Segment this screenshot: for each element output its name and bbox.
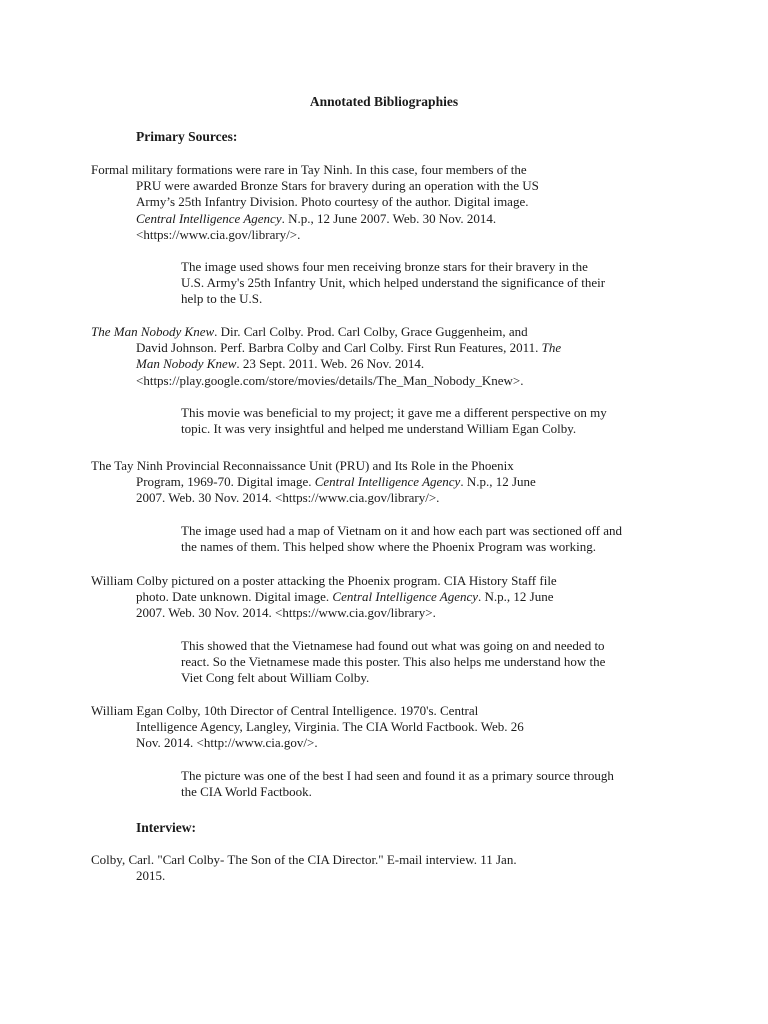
- source-title: The Man Nobody Knew: [91, 324, 215, 339]
- citation-line: 2007. Web. 30 Nov. 2014. <https://www.cia.gov/library/>.: [136, 490, 440, 506]
- citation-line: Man Nobody Knew. 23 Sept. 2011. Web. 26 Nov. 2014.: [136, 356, 425, 372]
- annotation-line: the names of them. This helped show where the Phoenix Program was working.: [181, 538, 596, 554]
- citation-line: 2015.: [136, 868, 166, 884]
- citation-line: Army’s 25th Infantry Division. Photo courtesy of the author. Digital image.: [136, 194, 529, 210]
- annotation-line: The image used had a map of Vietnam on it and how each part was sectioned off and: [181, 522, 622, 538]
- citation-line: photo. Date unknown. Digital image. Central Intelligence Agency. N.p., 12 June: [136, 589, 554, 605]
- primary-sources-heading: Primary Sources:: [136, 129, 238, 144]
- citation: [91, 852, 656, 884]
- source-title: Man Nobody Knew: [136, 356, 237, 372]
- annotation-line: This showed that the Vietnamese had found out what was going on and needed to: [181, 637, 605, 653]
- source-title: Central Intelligence Agency: [314, 474, 461, 490]
- source-title: The: [541, 340, 562, 356]
- annotation: [181, 405, 656, 437]
- bibliography-entry: [91, 573, 656, 686]
- annotation-line: The image used shows four men receiving bronze stars for their bravery in the: [181, 259, 588, 275]
- annotation: [181, 768, 656, 800]
- citation: [91, 324, 656, 389]
- annotation-line: the CIA World Factbook.: [181, 783, 312, 799]
- citation: [91, 458, 656, 507]
- citation-line: Central Intelligence Agency. N.p., 12 June 2007. Web. 30 Nov. 2014.: [136, 210, 497, 226]
- citation: [91, 703, 656, 752]
- citation: [91, 573, 656, 622]
- bibliography-entry: [91, 162, 656, 308]
- citation-line: Colby, Carl. "Carl Colby- The Son of the CIA Director." E-mail interview. 11 Jan.: [91, 852, 517, 867]
- citation-line: The Man Nobody Knew. Dir. Carl Colby. Prod. Carl Colby, Grace Guggenheim, and: [91, 324, 528, 339]
- source-title: Central Intelligence Agency: [332, 589, 479, 605]
- annotation: [181, 638, 656, 687]
- annotation-line: The picture was one of the best I had seen and found it as a primary source through: [181, 767, 614, 783]
- annotation-line: U.S. Army's 25th Infantry Unit, which helped understand the significance of their: [181, 275, 606, 291]
- citation-line: Intelligence Agency, Langley, Virginia. The CIA World Factbook. Web. 26: [136, 719, 524, 735]
- annotation: [181, 523, 656, 555]
- citation-line: William Colby pictured on a poster attacking the Phoenix program. CIA History Staff file: [91, 573, 557, 588]
- annotation-line: This movie was beneficial to my project; it gave me a different perspective on my: [181, 404, 607, 420]
- document-title: Annotated Bibliographies: [309, 94, 459, 109]
- citation-url: <https://play.google.com/store/movies/details/The_Man_Nobody_Knew>.: [136, 372, 524, 388]
- citation-url: <https://www.cia.gov/library/>.: [136, 226, 301, 242]
- citation-line: David Johnson. Perf. Barbra Colby and Carl Colby. First Run Features, 2011. The: [136, 340, 562, 356]
- annotation-line: react. So the Vietnamese made this poster. This also helps me understand how the: [181, 653, 606, 669]
- source-title: Central Intelligence Agency: [136, 210, 282, 226]
- citation-line: William Egan Colby, 10th Director of Central Intelligence. 1970's. Central: [91, 703, 479, 718]
- citation-line: Program, 1969-70. Digital image. Central Intelligence Agency. N.p., 12 June: [136, 474, 536, 490]
- annotation-line: help to the U.S.: [181, 291, 263, 307]
- interview-heading: Interview:: [136, 820, 196, 835]
- citation: [91, 162, 656, 243]
- citation-line: Nov. 2014. <http://www.cia.gov/>.: [136, 735, 318, 751]
- bibliography-entry: [91, 852, 656, 884]
- citation-line: Formal military formations were rare in Tay Ninh. In this case, four members of the: [91, 162, 527, 177]
- bibliography-entry: [91, 324, 656, 437]
- annotation-line: Viet Cong felt about William Colby.: [181, 670, 370, 686]
- bibliography-entry: [91, 458, 656, 555]
- bibliography-entry: [91, 703, 656, 800]
- citation-line: 2007. Web. 30 Nov. 2014. <https://www.cia.gov/library>.: [136, 605, 436, 621]
- citation-line: PRU were awarded Bronze Stars for bravery during an operation with the US: [136, 178, 539, 194]
- annotation: [181, 259, 656, 308]
- annotation-line: topic. It was very insightful and helped me understand William Egan Colby.: [181, 421, 577, 437]
- citation-line: The Tay Ninh Provincial Reconnaissance Unit (PRU) and Its Role in the Phoenix: [91, 458, 514, 473]
